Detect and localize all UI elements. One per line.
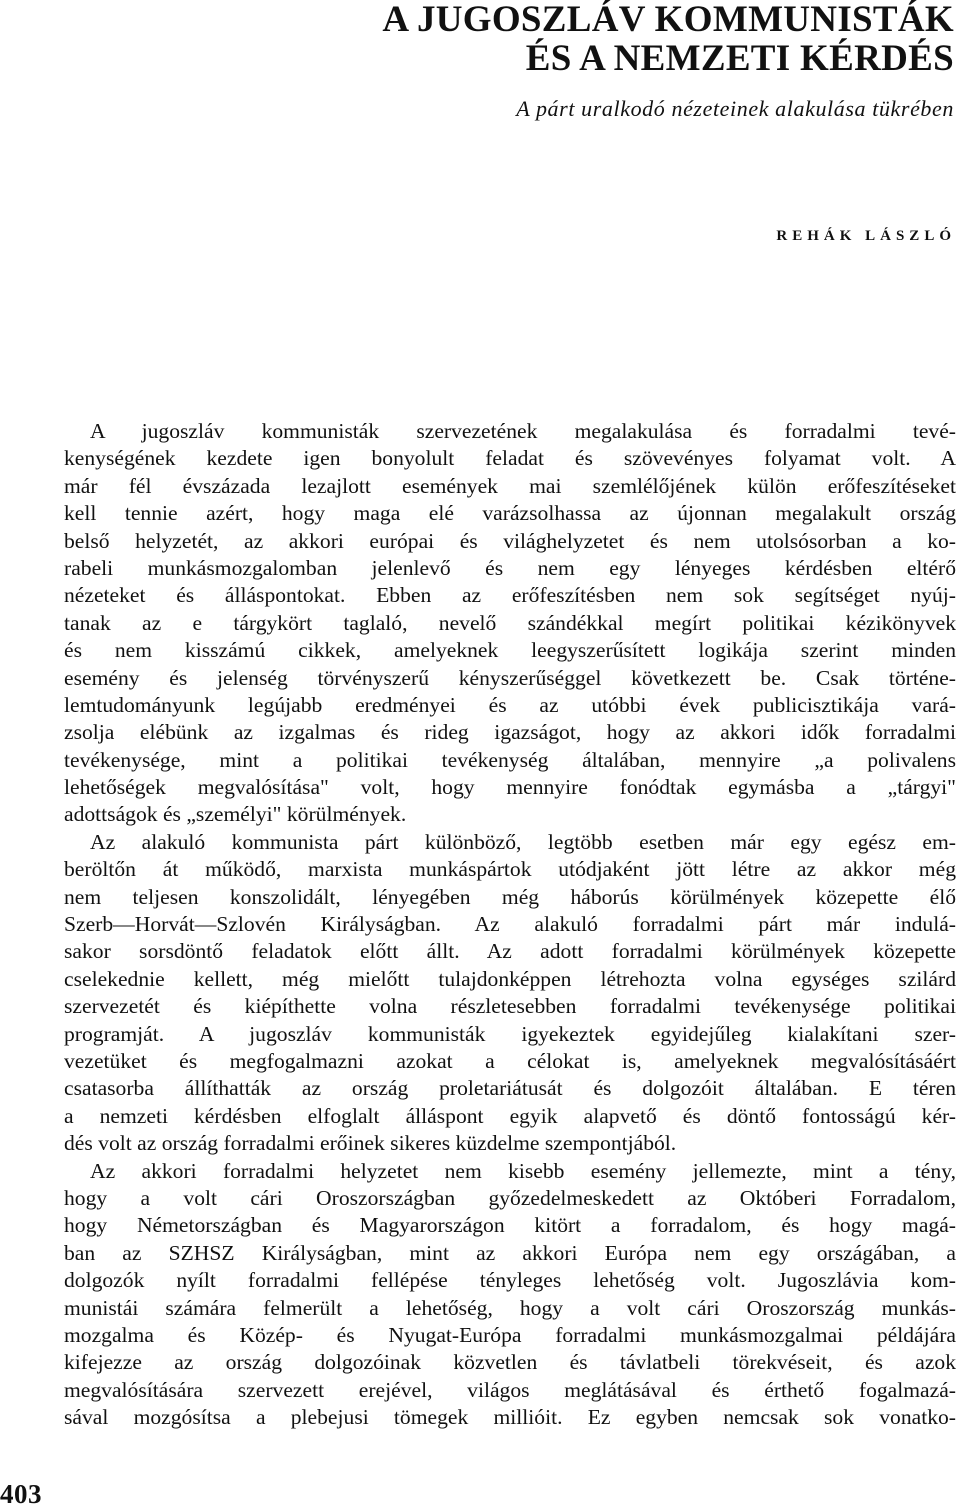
page-number: 403 <box>0 1479 42 1509</box>
text-line: cselekednie kellett, még mielőtt tulajdonképpen létrehozta volna egységes szilárd <box>64 966 956 991</box>
text-line: kell tennie azért, hogy maga elé varázsolhassa az újonnan megalakult ország <box>64 501 956 526</box>
text-line: Az alakuló kommunista párt különböző, legtöbb esetben már egy egész em- <box>90 829 956 854</box>
text-line: lehetőségek megvalósítása" volt, hogy mennyire fonódtak egymásba a „tárgyi" <box>64 775 956 800</box>
text-line: hogy a volt cári Oroszországban győzedelmeskedett az Októberi Forradalom, <box>64 1185 956 1210</box>
title-line-1: A JUGOSZLÁV KOMMUNISTÁK <box>382 0 954 40</box>
text-line: esemény és jelenség törvényszerű kényszerűséggel következett be. Csak történe- <box>64 665 956 690</box>
text-line: hogy Németországban és Magyarországon kitört a forradalom, és hogy magá- <box>64 1213 956 1238</box>
text-line: mozgalma és Közép- és Nyugat-Európa forradalmi munkásmozgalmai példájára <box>64 1322 956 1347</box>
title-line-2: ÉS A NEMZETI KÉRDÉS <box>525 38 954 79</box>
text-line: rabeli munkásmozgalomban jelenlevő és nem egy lényeges kérdésben eltérő <box>64 555 956 580</box>
text-line: belső helyzetét, az akkori európai és világhelyzetet és nem utolsósorban a ko- <box>64 528 956 553</box>
text-line: a nemzeti kérdésben elfoglalt álláspont egyik alapvető és döntő fontosságú kér- <box>64 1103 956 1128</box>
text-line: dolgozók nyílt forradalmi fellépése tényleges lehetőség volt. Jugoszlávia kom- <box>64 1268 956 1293</box>
text-line: csatasorba állíthatták az ország proletariátusát és dolgozóit általában. E téren <box>64 1076 956 1101</box>
text-line: lemtudományunk legújabb eredményei és az utóbbi évek publicisztikája vará- <box>64 692 956 717</box>
text-line: sakor sorsdöntő feladatok előtt állt. Az adott forradalmi körülmények közepette <box>64 939 956 964</box>
text-line: kenységének kezdete igen bonyolult feladat és szövevényes folyamat volt. A <box>64 446 956 471</box>
text-line: adottságok és „személyi" körülmények. <box>64 802 407 827</box>
text-line: vezetüket és megfogalmazni azokat a célokat is, amelyeknek megvalósításáért <box>64 1048 956 1073</box>
text-line: megvalósítására szervezett erejével, világos meglátásával és érthető fogalmazá- <box>64 1377 956 1402</box>
text-line: zsolja elébünk az izgalmas és rideg igazságot, hogy az akkori idők forradalmi <box>64 720 956 745</box>
article-subtitle: A párt uralkodó nézeteinek alakulása tükrében <box>516 96 954 121</box>
text-line: beröltőn át működő, marxista munkáspártok utódjaként jött létre az akkor még <box>64 857 956 882</box>
text-line: tanak az e tárgykört taglaló, nevelő szándékkal megírt politikai kézikönyvek <box>64 610 956 635</box>
article-body <box>64 418 956 1431</box>
text-line: nézeteket és álláspontokat. Ebben az erőfeszítésben nem sok segítséget nyúj- <box>64 583 956 608</box>
author-name: REHÁK LÁSZLÓ <box>776 228 956 244</box>
text-line: Az akkori forradalmi helyzetet nem kisebb esemény jellemezte, mint a tény, <box>90 1158 956 1183</box>
text-line: munistái számára felmerült a lehetőség, hogy a volt cári Oroszország munkás- <box>64 1295 956 1320</box>
text-line: tevékenysége, mint a politikai tevékenység általában, mennyire „a polivalens <box>64 747 956 772</box>
text-line: Szerb—Horvát—Szlovén Királyságban. Az alakuló forradalmi párt már indulá- <box>64 912 956 937</box>
text-line: ban az SZHSZ Királyságban, mint az akkori Európa nem egy országában, a <box>64 1240 956 1265</box>
text-line: nem teljesen konszolidált, lényegében még háborús körülmények közepette élő <box>64 884 956 909</box>
article-title <box>60 0 954 78</box>
text-line: A jugoszláv kommunisták szervezetének megalakulása és forradalmi tevé- <box>90 419 956 443</box>
text-line: programját. A jugoszláv kommunisták igyekeztek egyidejűleg kialakítani szer- <box>64 1021 956 1046</box>
text-line: dés volt az ország forradalmi erőinek sikeres küzdelme szempontjából. <box>64 1131 677 1156</box>
text-line: már fél évszázada lezajlott események mai szemlélőjének külön erőfeszítéseket <box>64 473 956 498</box>
text-line: kifejezze az ország dolgozóinak közvetlen és távlatbeli törekvéseit, és azok <box>64 1350 956 1375</box>
text-line: sával mozgósítsa a plebejusi tömegek millióit. Ez egyben nemcsak sok vonatko- <box>64 1405 956 1430</box>
text-line: szervezetét és kiépíthette volna részletesebben forradalmi tevékenysége politikai <box>64 994 956 1019</box>
text-line: és nem kisszámú cikkek, amelyeknek leegyszerűsített logikája szerint minden <box>64 638 956 663</box>
